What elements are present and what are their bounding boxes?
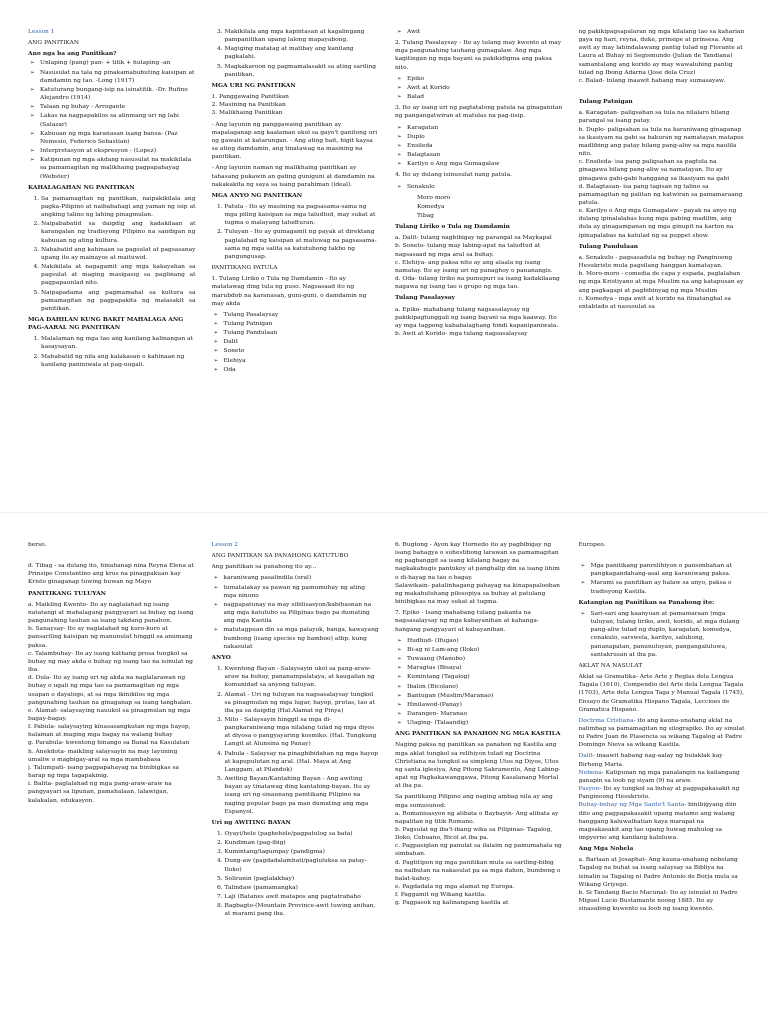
list-item: ➢ Karagatan — [407, 124, 563, 132]
section-heading: Ang Mga Nobela — [578, 845, 634, 853]
list-item: ➢ Epiko — [407, 75, 563, 83]
page-2-column-3 — [395, 541, 563, 1018]
list-item: ➢ Awit — [407, 28, 563, 36]
page-1-column-4 — [579, 28, 747, 506]
term-label: Doctrina Cristiana — [578, 717, 634, 724]
list-item: ➢ Hinilawod-(Panay) — [407, 701, 563, 709]
list-item: ➢ Ibalon (Bicolano) — [407, 683, 563, 691]
paragraph: Aklat sa Gramatika- Arte Arte y Reglas dela Lengua Tagala (1610), Compendio del Arte dela Lengua Tagala (1703), Arte dela Lengua Taga y Manual Tagala (1745), Ensayo de Gramatika Hispano Tagala, Leccioes de Gramatica Hispano. — [578, 674, 745, 713]
page-2-column-1 — [28, 541, 196, 1018]
list-item: 2. Alamat - Uri ng tuluyan na nagsasalaysay tungkol sa pinagmulan ng mga lugar, hayop, prutas, tao at iba pa sa daigdig (Hal.Alamat ng Pinya) — [225, 691, 380, 715]
bullet-list — [395, 183, 563, 191]
section-heading: Uri ng AWITING BAYAN — [211, 818, 291, 826]
list-item: ➢ Tulang Pasalaysay — [224, 311, 380, 319]
paragraph — [579, 801, 747, 842]
lesson-label: Lesson 2 — [211, 542, 238, 548]
list-item: ➢ Senakulo — [407, 183, 563, 191]
list-item: ➢ Sari-sari ang kaanyuan at pamamaraan (mga tuluyan, tulang liriko, awit, korido, at mga dulang pang-aliw tulad ng duplo, karagatan, komedya, cenakulo, sarswela, karilyo, salubong, pananapatan, panunuluyan, pangangaluluwa, santakrusan at iba pa. — [591, 610, 747, 659]
section-heading: Katangian ng Panitikan sa Panahong ito: — [578, 598, 715, 606]
list-item: Komedya — [417, 203, 445, 210]
lesson-label: Lesson 1 — [28, 29, 55, 35]
list-item: ➢ Duplo — [407, 133, 563, 141]
paragraph: Sa panitikang Pilipino ang naging ambag nila ay ang mga sumusunod: a. Romanisasyon ng alibata o Baybayin- Ang alibata ay napalitan ng titik Romano. b. Pagsulat ng iba't-ibang wika sa Pilipinas- Tagalog, Iloko, Cebuano, Bicol at iba pa. c. Pagpasiglan ng panulat sa ilalaim ng pamumahala ng simbahan. d. Pagtitipon ng mga panitikan mula sa sariling-bibig na naibutan na nakasulat pa sa mga dahon, bumbong o balat-kahoy. e. Pagdadala ng mga alamat ng Europa. f. Paggamit ng Wikang kastila. g. Pagpasok ng kalinangang kastila at — [395, 794, 562, 907]
paragraph: d. Tibag - sa dulang ito, hinahanap nina Reyna Elena at Prinsipe Constantino ang krus na pinagpakuan kay Kristo ginaganap tuwing buwan ng Mayo — [28, 563, 194, 586]
section-title: ANG PANITIKAN — [28, 40, 79, 47]
list-item: 4. Pabula - Salaysay na pinagbibidahan ng mga hayop at kapupulutan ng aral. (Hal. Maya at Ang Langgam, at Pilandok) — [225, 750, 380, 774]
term-definition: - Ito ay tungkol sa buhay at pagpapakasakit ng Panginoong Hesukristo. — [578, 786, 740, 801]
list-item: ➢ Nasusulat na tala ng pinakamabubuting kaisipan at damdamin ng tao. -Long (1917) — [40, 69, 196, 85]
list-item: ➢ Awit at Korido — [407, 84, 563, 92]
section-heading: PANITIKANG PATULA — [211, 265, 278, 272]
paragraph: a. Maikling Kwento- Ito ay naglalahad ng isang natatangi at mahalagang pangyayari sa buhay ng isang pangunahing tauhan sa isang takdang panahon. b. Sanaysay- Ito ay naglalahad ng kuro-kuro at pansariling kaisipan ng manunulat hinggil sa anumang paksa. c. Talambuhay- Ito ay isang kathang prosa tungkol sa buhay ng may akda o buhay ng isang tao na isinulat ng iba. d. Dula- Ito ay isang uri ng akda na naglalarawan ng buhay o ugali ng mga tao sa pamamagitan ng mga usapan o dayalogo, at sa mga ikinikilos ng mga pangunahing tauhan na ginaganap sa isang tanghalan. e. Alamat- salaysaying nauukol sa pinagmulan ng mga bagay-bagay. f. Pabula- salaysaying kinasasangkutan ng mga hayop, halaman at maging mga bagay na walang buhay g. Parabula- kwentong hinango sa Banal na Kasulatan h. Anekdota- maikling salaysayin na may layuning umaliw o magbigay-aral sa mga mambabasa j. Talumpati- isang pagpapahayag na binibigkas sa harap ng mga tagapakinig. i. Balita- paglalahad ng mga pang-araw-araw na pangyayari sa lipunan, pamahalaan, lalawigan, kalakalan, edukasyon. — [28, 601, 194, 804]
list-item: 3. Nababatid ang kahinaan sa pagsulat at pagsasanay upang ito ay mainayos at maituwid. — [41, 246, 196, 262]
list-item: 1. Patula - Ito ay masining na pagsasama-sama ng mga piling kaisipan sa mga taludtud, may sukat at tugma o malayang taludturan. — [225, 203, 380, 227]
list-item: 7. Laji (Batanes awit matapos ang pagtatrabaho — [225, 893, 380, 901]
page-2-column-2 — [212, 541, 380, 1018]
list-item: 1. Malalaman ng mga tao ang kanilang kalinangan at kasaysayan. — [41, 335, 196, 351]
plain-list — [395, 194, 563, 220]
paragraph: - Ang layunin ng panggawaing panitikan ay mapalaganap ang kaalaman ukol sa gayo't ganitong uri ng gawain at katarungan. - Ang ating bait, higit kaysa sa ating damdamin, ang tinatawag na masining na panitikan. — [211, 121, 378, 161]
section-heading: PANITIKANG TULUYAN — [28, 589, 107, 597]
list-item: 4. Dung-aw (pagdadalamhati/pagluluksa sa patay-Iloko) — [225, 857, 380, 873]
list-item: 2. Mababatid ng nila ang kalakasan o kahinaan ng kanilang paniniwala at pag-uugali. — [41, 353, 196, 369]
list-item: ➢ Bantugan (Muslim/Maranao) — [407, 692, 563, 700]
paragraph: 2. Tulang Pasalaysay - Ito ay tulang may kwento at may mga pangunahing tauhang gumagalaw. Ang mga kagitingan ng mga bayani sa pakikidigma ang paksa nito. — [395, 40, 562, 71]
bullet-list — [395, 637, 563, 728]
list-item: ➢ Soneto — [224, 347, 380, 355]
term-definition: - Katipunan ng mga panalangin na kailangang ganapin sa loob ng siyam (9) na araw. — [578, 769, 740, 784]
list-item: ➢ Ensileda — [407, 142, 563, 150]
section-heading: Tulang Pandulaan — [578, 242, 639, 250]
list-item: ➢ Karilyo o Ang mga Gumagalaw — [407, 160, 563, 168]
list-item: ➢ Maragtas (Bisaya) — [407, 664, 563, 672]
section-heading: MGA ANYO NG PANITIKAN — [211, 191, 303, 199]
paragraph — [579, 785, 747, 801]
paragraph: 6. Bugtong - Ayon kay Hornedo ito ay pagbibigay ng isang bahagya o suhestibong larawan sa pamamagitan ng pagbanggit sa isang kilalang bagay na nagkakahugis pantukoy at panghalip din sa isang lihim o di-hayag na tao o bagay. Salawikain- patalinhagang pahayag na kinapapalooban ng makabuluhang pilosopiya sa buhay at patulang binibigkas na may sukat at tugma. — [395, 542, 560, 606]
section-heading: Tulang Liriko o Tula ng Damdamin — [395, 223, 510, 231]
paragraph — [579, 717, 747, 750]
list-item: ➢ Talaan ng buhay - Arrogante — [40, 103, 196, 111]
paragraph: Ang panitikan sa panahong ito ay... — [211, 564, 317, 571]
numbered-list — [28, 335, 196, 369]
definition-list — [28, 59, 196, 180]
list-item: 2. Tuluyan - Ito ay gumagamit ng payak at direktang paglalahad ng kaisipan at maluwag na pagsasama-sama ng mga salita sa katutubong takbo ng pangungusap. — [225, 228, 380, 261]
bullet-list — [579, 562, 747, 596]
list-item: ➢ nagpapatunay na may sibilisasyon/kabihasnan na ang mga katutubo sa Pilipinas bago pa dumating ang mga Kastila — [224, 601, 380, 625]
numbered-list — [28, 195, 196, 313]
list-item: ➢ Tuwaang (Manobo) — [407, 655, 563, 663]
section-heading: Tulang Pasalaysay — [395, 294, 455, 302]
list-item: Moro moro — [417, 194, 451, 201]
section-heading: AKLAT NA NASULAT — [578, 662, 643, 669]
list-item: 5. Soliranin (paglalakbay) — [225, 875, 380, 883]
list-item: 1. Kwentong Bayan - Salaysayin ukol sa pang-araw-araw na buhay, pananampalataya, at kaugalian ng komunidad sa anyong tuluyan. — [225, 665, 380, 689]
list-item: ➢ Bi-ag ni Lam-ang (Iloko) — [407, 646, 563, 654]
list-item: 5. Magkakaroon ng pagmamalasakit sa ating sariling panitikan. — [225, 63, 380, 79]
list-item: ➢ Katuturang bungang-isip na isinatitik. -Dr. Rufino Alejandro (1914) — [40, 86, 196, 102]
paragraph: 3. Ito ay isang uri ng pagtatalong patula na ginaganitan ng pangangatwiran at matulas na pag-iisip. — [395, 105, 563, 120]
list-item: 4. Magiging matatag at matibay ang kanilang pagkalahi. — [225, 45, 380, 61]
question-heading: Ano nga ba ang Panitikan? — [28, 50, 117, 58]
term-label: Dalit — [578, 753, 593, 760]
page-2-column-4 — [579, 541, 747, 1018]
paragraph: 1. Panggawaing Panitikan 2. Masining na Panitikan 3. Malikhaing Panitikan — [211, 94, 289, 117]
paragraph: ng pakikipagsapalaran ng mga kilalang tao sa kaharian gaya ng hari, reyna, duke, prinsipe at prinsesa. Ang awit ay may labindalawang pantig tulad ng Florante at Laura at Buhay ni Segismundo (Julian de Tandiana) samantalang ang korido ay may wawaluhing pantig tulad ng Ibong Adarna (Jose dela Cruz) c. Balad- tulang inaawit habang may sumasayaw. — [578, 29, 745, 84]
section-title: ANG PANITIKAN SA PANAHONG KATUTUBO — [211, 553, 349, 560]
term-label: Pasyon — [578, 786, 600, 793]
term-definition: - ito ang kauna-unahang aklat na nalimbag sa pamamagitan ng silograpiko. Ito ay sinulat ni Padre Juan de Plasencia sa wikang Tagalog at Padre Domingo Nieva sa wikang Kastila. — [578, 717, 745, 749]
numbered-list — [212, 28, 380, 79]
bullet-list — [212, 574, 380, 650]
list-item: ➢ matutagpuan din sa mga palayok, banga, kawayang bumbong (isang species ng bamboo) atbp. kung nakasulat — [224, 626, 380, 650]
section-heading: KAHALAGAHAN NG PANITIKAN — [28, 183, 135, 191]
list-item: 4. Nakikilala at nagagamit ang mga kakayahan sa pagsulat at maging masigasig sa paglinang at pagpapaunlad nito. — [41, 263, 196, 287]
list-item: 3. Kumintang/tagumpay (pandigma) — [225, 848, 380, 856]
section-heading: ANYO — [211, 653, 231, 661]
term-definition: - binibigyang diin dito ang pagpapakasakit upang matamo ang walang hanggang kaluwalhatian kaya marapat na magsakasakit ang tao upang huwag mahulog sa impyerno ang kanilang kaluluwa. — [578, 802, 737, 841]
list-item: 2. Kundiman (pag-ibig) — [225, 839, 380, 847]
list-item: ➢ Elehiya — [224, 357, 380, 365]
paragraph: Naging paksa ng panitikan sa panahon ng Kastila ang mga aklat tungkol sa relihiyon tulad ng Doctrina Christiana na tungkol sa simpleng Utos ng Diyos, Utos ng santa iglesiya, Ang Pitong Sakramento, Ang Labing-apat ng Pagkakawanggawa, Pitong Kasalanang Mortal at iba pa. — [395, 742, 561, 790]
term-label: Buhay-buhay ng Mga Santo't Santa — [578, 802, 685, 809]
list-item: 8. Bagbagto-(Mountain Province-awit tuwing anihan, at marami pang iba. — [225, 902, 380, 918]
paragraph: berso. — [28, 542, 47, 548]
list-item: ➢ Balagtasan — [407, 151, 563, 159]
paragraph: 1. Tulang Liriko o Tula ng Damdamin - Ito ay matatawag ding tula ng puso. Nagsasaad ito ng marubdob na karanasan, guni-guni, o damdamin ng may akda — [211, 276, 367, 307]
bullet-list — [579, 610, 747, 659]
paragraph: a. Epiko- mahabang tulang nagsasalaysay ng pakikipagtunggali ng isang bayani sa mga kaaway. Ito ay mga tagpong kababalaghang hindi kapanipaniwala. b. Awit at Korido- mga tulang nagsasalaysay — [395, 306, 559, 337]
bullet-list — [395, 75, 563, 101]
list-item: 5. Awiting Bayan/Kantahing Bayan - Ang awiting bayan ay tinatawag ding kantahing-bayan. Ito ay isang uri ng sinaunang panitikang Pilipino na naging popular bago pa man dumating ang mga Espanyol. — [225, 775, 380, 816]
page-1-column-1 — [28, 28, 196, 506]
section-heading: ANG PANITIKAN SA PANAHON NG MGA KASTILA — [395, 730, 561, 738]
list-item: ➢ Hudhud- (Ifugao) — [407, 637, 563, 645]
bullet-list — [395, 28, 563, 36]
list-item: ➢ Unlaping (pang) pan- + titik + hulaping -an — [40, 59, 196, 67]
numbered-list — [212, 203, 380, 261]
list-item: 1. Oyayi/hele (paghehele/pagpatulog sa bata) — [225, 830, 380, 838]
list-item: ➢ Darangen- Maranao — [407, 710, 563, 718]
list-item: ➢ Balad — [407, 93, 563, 101]
section-heading: MGA URI NG PANITIKAN — [211, 81, 296, 89]
list-item: ➢ Lakas na nagpapakilos sa alinmang uri ng lahi (Salazar) — [40, 112, 196, 128]
page-2 — [0, 512, 768, 1024]
term-definition: - inaawit habang nag-aalay ng bulaklak kay Birheng Maria. — [578, 753, 723, 768]
page-1-column-2 — [212, 28, 380, 506]
bullet-list — [212, 311, 380, 374]
list-item: ➢ Mga panitikang panrelihiyon o pansimbahan at pangkagandahang-asal ang karaniwang paksa. — [591, 562, 747, 578]
list-item: ➢ Katipunan ng mga akdang nasusulat na makikilala sa pamamagitan ng malikhaing pagpapahayag (Webster) — [40, 156, 196, 180]
list-item: ➢ Marami sa panitikan ay halaw sa anyo, paksa o tradisyong Kastila. — [591, 579, 747, 595]
section-heading: MGA DAHILAN KUNG BAKIT MAHALAGA ANG PAG-AARAL NG PANITIKAN — [28, 316, 184, 332]
paragraph: - Ang layunin naman ng malikhaing panitikan ay tahasang pukawin an gating guniguni at damdamin na nakakakita ng saya sa isang parahiman (ideal). — [211, 165, 375, 188]
paragraph: 7. Epiko - Isang mahabang tulang pakanta na nagsasalaysay ng mga kabayanihan at kahanga-hangang pangyayari at kabayanihan. — [395, 610, 539, 633]
page-1-column-3 — [395, 28, 563, 506]
paragraph: a. Barlaan at Josaphat- Ang kauna-unahang nobelang Tagalog na buhat sa isang salaysay sa Bibliya na isinalin sa Tagalog ni Padre Antonio de Borja mula sa Wikang Griyego. b. Si Tandang Bacio Macunat- Ito ay isinulat ni Padre Miguel Lucio Bustamante noong 1885. Ito ay sinasabing kuwento sa loob ng isang kwento. — [578, 857, 738, 913]
list-item: ➢ Tulang Pandulaan — [224, 329, 380, 337]
paragraph: Europeo. — [578, 542, 606, 548]
section-heading: Tulang Patnigan — [578, 98, 633, 106]
paragraph: a. Karagatan- paligsahan sa tula na nilalaro bilang parangal sa isang patay. b. Duplo- paligsahan sa tula na karaniwang ginaganap sa ikasiyam na gabi sa bakuran ng namatayan matapos madlibing ang patay bilang pang-aliw sa mga naulila nito. c. Ensileda- isa pang paligsahan sa pagtula na ginagawa bilang pang-aliw sa namatayan. Ito ay ginagawa gabi-gabi hanggang sa ikasiyam na gabi d. Balagtasan- isa pang tagisan ng talino sa pamamagitan ng palitan ng katwiran sa pamamaraang patula. e. Karilyo o Ang mga Gumagalaw - payak na anyo ng dulang ipinalalabas kung mga gabing madilim, ang dula ay ginagampanan ng mga ginupit na karton na ipinapalabas na katulad ng sa puppet show. — [578, 110, 744, 239]
paragraph — [579, 769, 747, 785]
list-item: Tibag — [417, 212, 434, 219]
paragraph: a. Senakulo - pagsasadula ng buhay ng Panginoong Hesukristo mula pagsilang hanggan kamatayan. b. Moro-moro - comedia de capa y espada, paglalaban ng mga Kristiyano at mga Muslim na ang katapusan ay ang pagkagapi at pagbibinyag ng mga Muslim c. Komedya - mga awit at kurido na itinatanghal sa entablado at nasusulat sa — [578, 254, 744, 310]
list-item: ➢ karaniwang pasalindila (oral) — [224, 574, 380, 582]
list-item: 1. Sa pamamagitan ng panitikan, naipakikilala ang pagka-Pilipino at naibabahagi ang yaman ng isip at angking talino ng lahing pinagmulan. — [41, 195, 196, 219]
list-item: ➢ Oda — [224, 366, 380, 374]
numbered-list — [212, 665, 380, 816]
list-item: 3. Mito - Salaysayin hinggil sa mga di-pangkaraniwang mga nilalang tulad ng mga diyos at diyosa o pangyayaring kosmiko. (Hal. Tungkung Langit at Alunsina ng Panay) — [225, 716, 380, 749]
paragraph: 4. Ito ay dulang isinusulat nang patula. — [395, 172, 513, 179]
list-item: 5. Naipapadama ang pagmamahal sa kultura sa pamamagitan ng pagpapakita ng malasakit sa panitikan. — [41, 289, 196, 313]
paragraph — [579, 752, 747, 768]
list-item: ➢ Kabuuan ng mga karanasan isang bansa- (Paz Nemesio, Federico Sebastian) — [40, 130, 196, 146]
list-item: ➢ Interpretasyon at ekspresyon - (Lopez) — [40, 147, 196, 155]
list-item: 6. Talindaw (pamamangka) — [225, 884, 380, 892]
list-item: ➢ Dalit — [224, 338, 380, 346]
list-item: 3. Makikilala ang mga kapintasan at kagalingang pampanitikan upang lalong mapayabong. — [225, 28, 380, 44]
term-label: Nobena — [578, 769, 602, 776]
numbered-list — [212, 830, 380, 919]
list-item: ➢ Ulaging- (Talaandig) — [407, 719, 563, 727]
paragraph: a. Dalit- tulang nagbibigay ng parangal sa Maykapal b. Soneto- tulang may labing-apat na taludtud at nagsasaad ng mga aral sa buhay. c. Elehiya- ang paksa nito ay ang alaala ng isang namatay. Ito ay isang uri ng panaghoy o pananangis. d. Oda- tulang liriko na pumupuri sa isang kadakilaang nagawa ng isang tao o grupo ng mga tao. — [395, 235, 560, 291]
list-item: 2. Naipababatid sa daigdig ang kadakilaan at karangalan ng tradisyong Pilipino na sandigan ng kabuuan ng ating kultura. — [41, 220, 196, 244]
list-item: ➢ Tulang Patnigan — [224, 320, 380, 328]
bullet-list — [395, 124, 563, 169]
list-item: ➢ tumatalakay sa pawan ng pamumuhay ng ating mga ninuno — [224, 584, 380, 600]
list-item: ➢ Kumintang (Tagalog) — [407, 673, 563, 681]
